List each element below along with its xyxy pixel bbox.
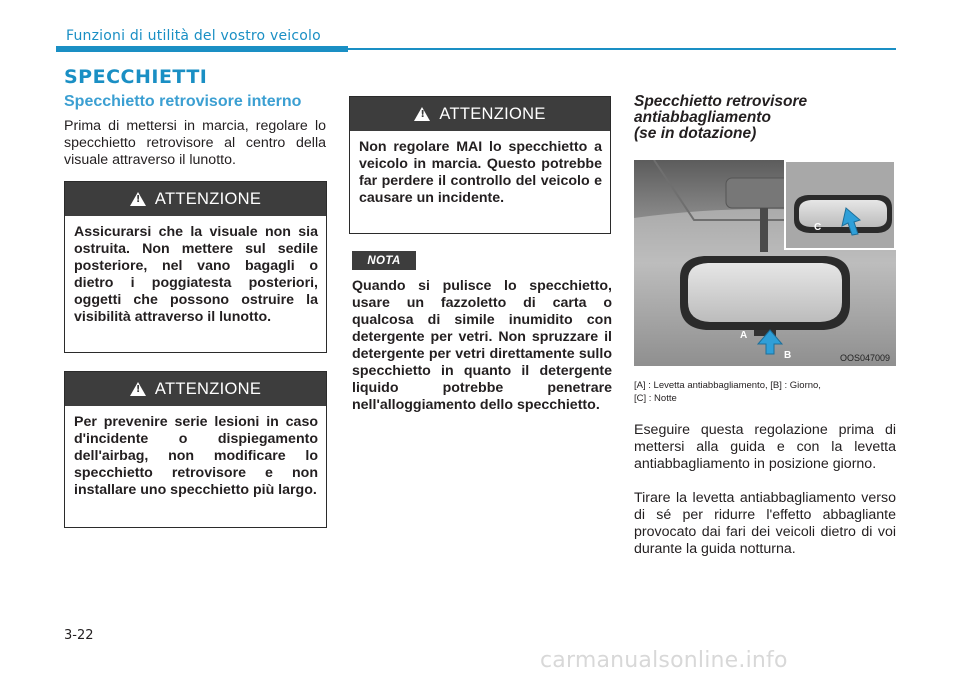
mirror-illustration-svg	[634, 160, 896, 366]
warning-heading: ATTENZIONE	[154, 189, 262, 208]
warning-triangle-icon	[130, 382, 146, 396]
header-rule	[348, 48, 896, 50]
chapter-title: Funzioni di utilità del vostro veicolo	[66, 28, 321, 44]
page-number: 3-22	[64, 628, 94, 643]
antiglare-title-line: Specchietto retrovisore	[634, 93, 808, 110]
warning-header	[350, 97, 610, 131]
figure-label-c: C	[814, 222, 822, 233]
figure-label-b: B	[784, 350, 792, 361]
figure-code: OOS047009	[839, 353, 890, 363]
antiglare-title-line: antiabbagliamento	[634, 109, 771, 126]
antiglare-paragraph-2: Tirare la levetta antiabbagliamento verso di sé per ridurre l'effetto abbagliante provocato dai fari dei veicoli dietro di voi durante la guida notturna.	[634, 490, 896, 557]
antiglare-paragraph-1: Eseguire questa regolazione prima di mettersi alla guida e con la levetta antiabbagliamento in posizione giorno.	[634, 422, 896, 472]
warning-box-driving	[349, 96, 611, 234]
note-text: Quando si pulisce lo specchietto, usare un fazzoletto di carta o qualcosa di simile inumidito con detergente per vetri. Non spruzzare il detergente per vetri direttamente sullo specchietto in quanto il detergente liquido potrebbe penetrare nell'alloggiamento dello specchietto.	[352, 278, 612, 413]
caption-line: [C] : Notte	[634, 393, 677, 404]
warning-text: Non regolare MAI lo specchietto a veicolo in marcia. Questo potrebbe far perdere il controllo del veicolo e causare un incidente.	[359, 139, 602, 206]
mirror-illustration	[634, 160, 896, 366]
watermark: carmanualsonline.info	[540, 648, 788, 673]
warning-header	[65, 182, 326, 216]
antiglare-title	[634, 94, 896, 142]
warning-heading: ATTENZIONE	[439, 104, 546, 123]
intro-paragraph: Prima di mettersi in marcia, regolare lo specchietto retrovisore al centro della visuale attraverso il lunotto.	[64, 118, 326, 168]
warning-triangle-icon	[130, 192, 146, 206]
section-title: SPECCHIETTI	[64, 66, 208, 88]
warning-heading: ATTENZIONE	[154, 379, 262, 398]
warning-box-airbag	[64, 371, 327, 528]
note-label: NOTA	[352, 251, 416, 270]
antiglare-title-line: (se in dotazione)	[634, 125, 757, 142]
section-subtitle: Specchietto retrovisore interno	[64, 93, 302, 110]
caption-line: [A] : Levetta antiabbagliamento, [B] : Giorno,	[634, 380, 821, 391]
figure-caption	[634, 379, 896, 405]
warning-text: Assicurarsi che la visuale non sia ostruita. Non mettere sul sedile posteriore, nel vano bagagli o dietro i poggiatesta posteriori, oggetti che possono ostruire la visibilità attraverso il lunotto.	[74, 224, 318, 325]
warning-box-visibility	[64, 181, 327, 353]
warning-triangle-icon	[414, 107, 430, 121]
header-accent-bar	[56, 46, 348, 52]
figure-label-a: A	[740, 330, 748, 341]
warning-text: Per prevenire serie lesioni in caso d'incidente o dispiegamento dell'airbag, non modificare lo specchietto retrovisore e non installare uno specchietto più largo.	[74, 414, 318, 498]
warning-header	[65, 372, 326, 406]
